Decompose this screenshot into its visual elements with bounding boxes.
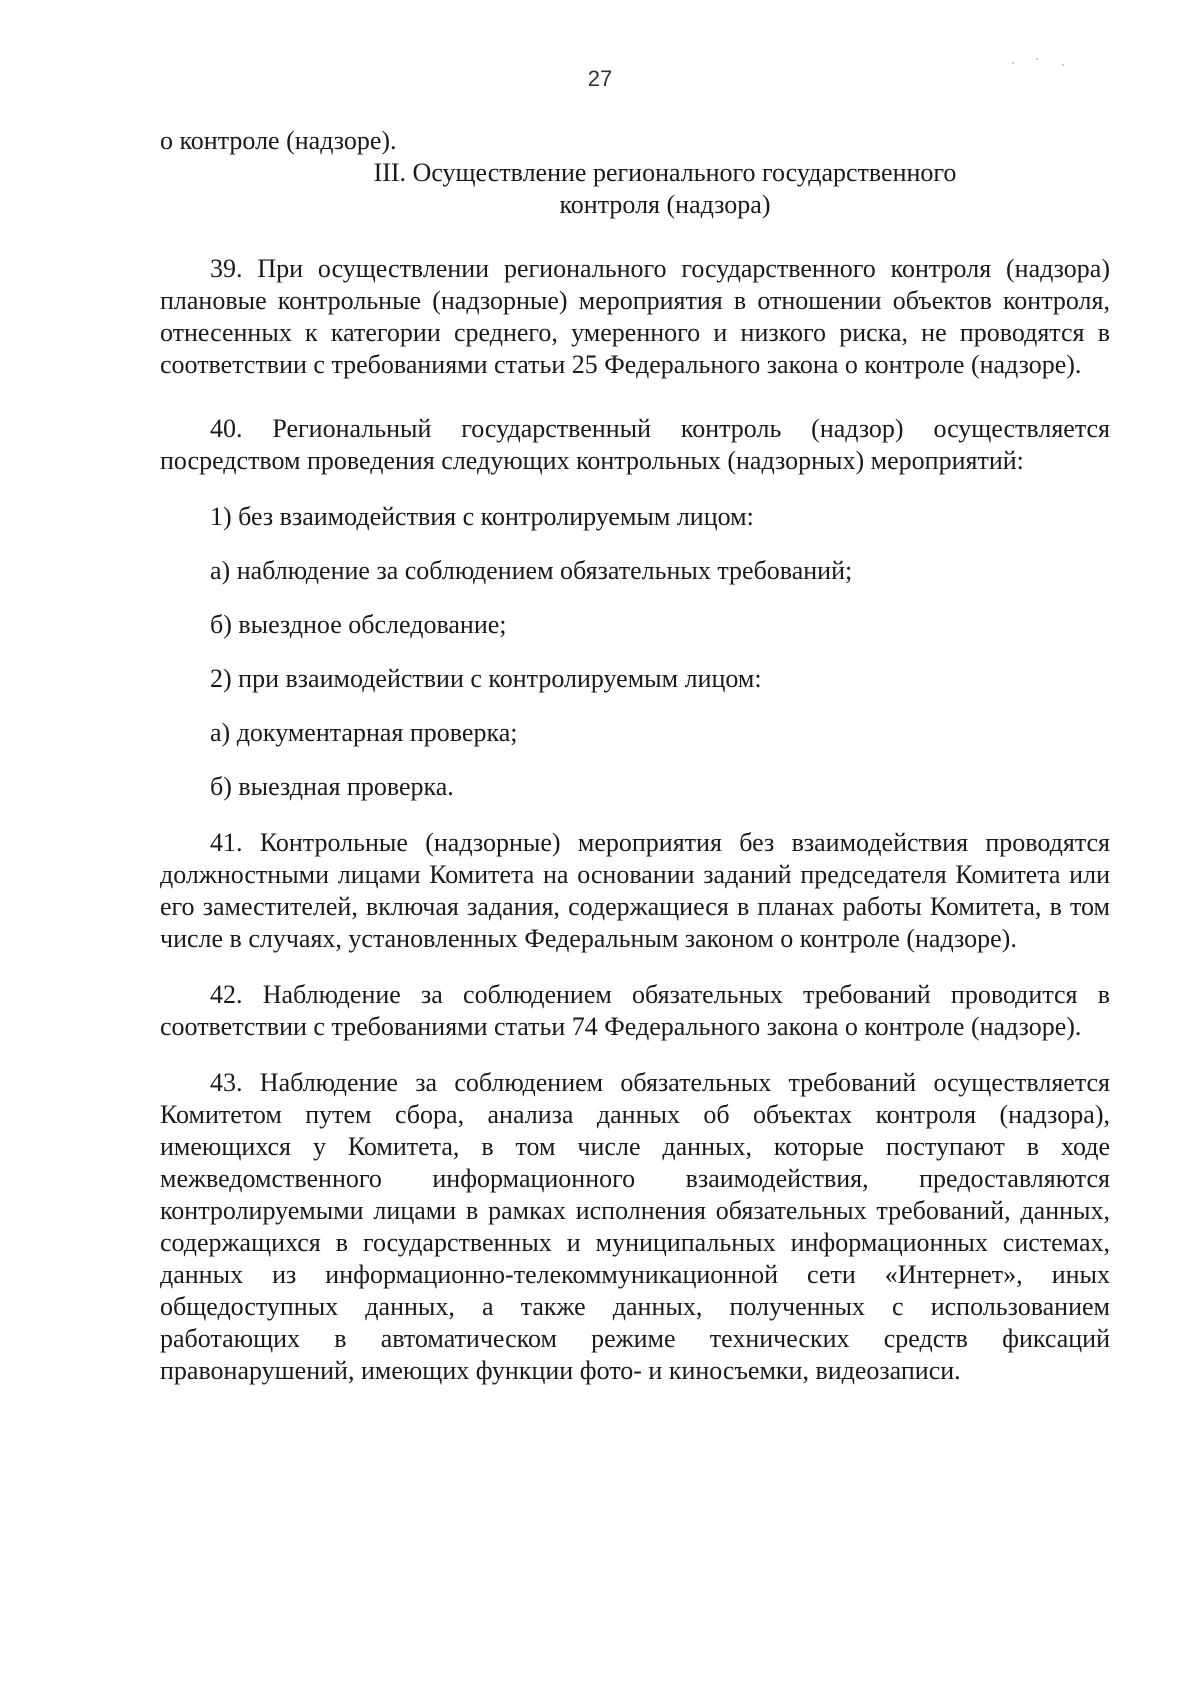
list-item-2: 2) при взаимодействии с контролируемым лицом:: [210, 664, 762, 693]
scan-speck: [1036, 58, 1038, 60]
paragraph-39: 39. При осуществлении регионального государственного контроля (надзора) плановые контрольные (надзорные) мероприятия в отношении объектов контроля, отнесенных к категории среднего, умеренного и низкого риска, не проводятся в соответствии с требованиями статьи 25 Федерального закона о контроле (надзоре).: [160, 254, 1110, 379]
section-heading-line1: III. Осуществление регионального государственного: [373, 158, 957, 187]
list-item-1a: а) наблюдение за соблюдением обязательных требований;: [210, 556, 853, 585]
paragraph-42: 42. Наблюдение за соблюдением обязательных требований проводится в соответствии с требованиями статьи 74 Федерального закона о контроле (надзоре).: [160, 980, 1110, 1041]
list-item-1b: б) выездное обследование;: [210, 610, 507, 639]
paragraph-43: 43. Наблюдение за соблюдением обязательных требований осуществляется Комитетом путем сбора, анализа данных об объектах контроля (надзора), имеющихся у Комитета, в том числе данных, которые поступают в ходе межведомственного информационного взаимодействия, предоставляются контролируемыми лицами в рамках исполнения обязательных требований, данных, содержащихся в государственных и муниципальных информационных системах, данных из информационно-телекоммуникационной сети «Интернет», иных общедоступных данных, а также данных, полученных с использованием работающих в автоматическом режиме технических средств фиксаций правонарушений, имеющих функции фото- и киносъемки, видеозаписи.: [160, 1068, 1110, 1385]
page-number: 27: [587, 66, 613, 91]
paragraph-40: 40. Региональный государственный контроль (надзор) осуществляется посредством проведения следующих контрольных (надзорных) мероприятий:: [160, 414, 1110, 475]
continuation-text: о контроле (надзоре).: [160, 126, 397, 155]
scan-speck: [1062, 64, 1064, 66]
scan-speck: [1012, 62, 1014, 64]
section-heading-line2: контроля (надзора): [559, 190, 771, 219]
document-body: [160, 125, 1110, 1387]
list-item-1: 1) без взаимодействия с контролируемым лицом:: [210, 502, 754, 531]
list-item-2b: б) выездная проверка.: [210, 772, 454, 801]
list-item-2a: а) документарная проверка;: [210, 718, 518, 747]
paragraph-41: 41. Контрольные (надзорные) мероприятия без взаимодействия проводятся должностными лицами Комитета на основании заданий председателя Комитета или его заместителей, включая задания, содержащиеся в планах работы Комитета, в том числе в случаях, установленных Федеральным законом о контроле (надзоре).: [160, 828, 1110, 953]
